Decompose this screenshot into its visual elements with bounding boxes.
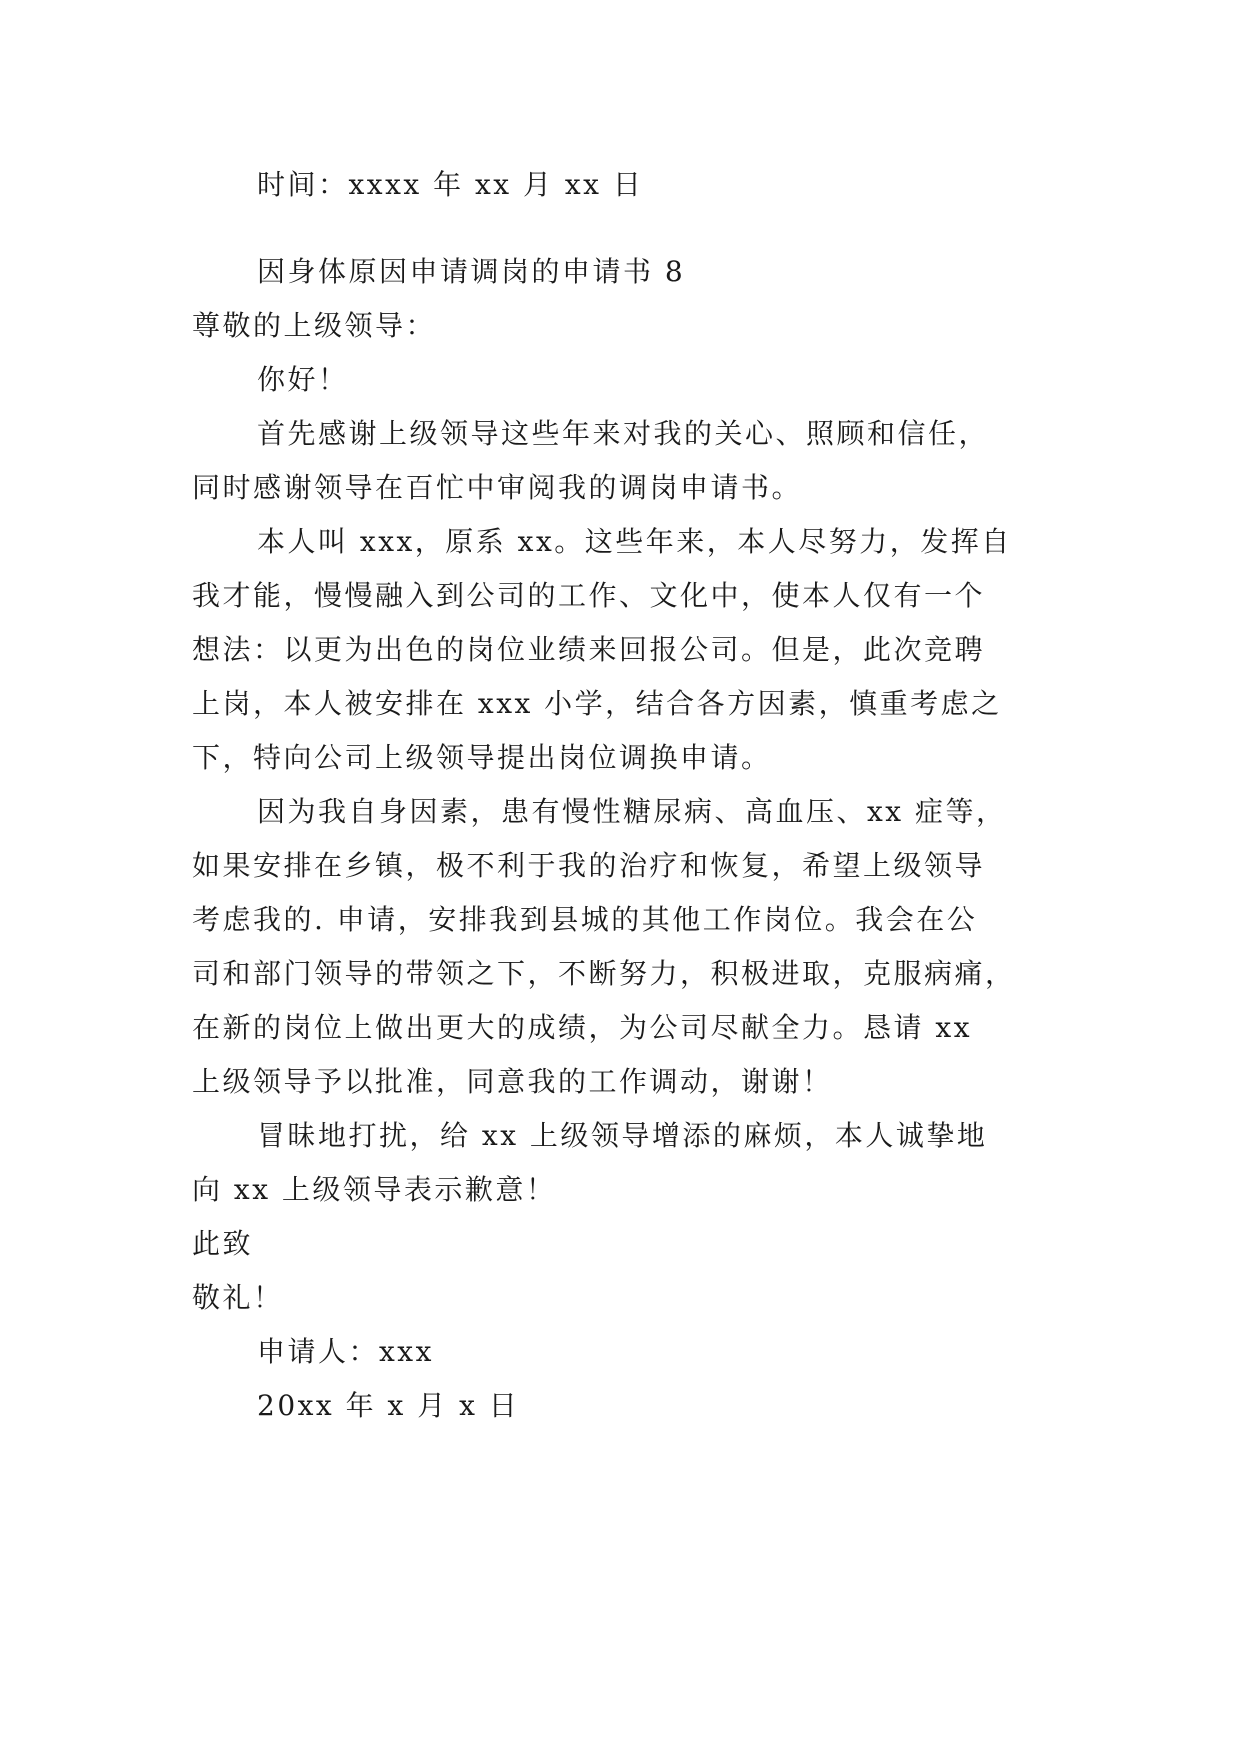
document-title: 因身体原因申请调岗的申请书 8 — [257, 255, 686, 288]
signed-date: 20xx 年 x 月 x 日 — [257, 1389, 520, 1422]
salutation: 尊敬的上级领导： — [192, 309, 437, 342]
body-line: 本人叫 xxx，原系 xx。这些年来，本人尽努力，发挥自 — [257, 525, 1012, 558]
body-line: 下，特向公司上级领导提出岗位调换申请。 — [192, 741, 772, 774]
body-line: 上级领导予以批准，同意我的工作调动，谢谢！ — [192, 1065, 833, 1098]
applicant-line: 申请人：xxx — [257, 1335, 434, 1368]
body-line: 首先感谢上级领导这些年来对我的关心、照顾和信任， — [257, 417, 990, 450]
date-line: 时间：xxxx 年 xx 月 xx 日 — [257, 168, 644, 201]
closing-line-1: 此致 — [192, 1227, 254, 1260]
closing-line-2: 敬礼！ — [192, 1281, 284, 1314]
body-line: 想法：以更为出色的岗位业绩来回报公司。但是，此次竞聘 — [192, 633, 986, 666]
body-line: 我才能，慢慢融入到公司的工作、文化中，使本人仅有一个 — [192, 579, 986, 612]
body-line: 如果安排在乡镇，极不利于我的治疗和恢复，希望上级领导 — [192, 849, 986, 882]
body-line: 因为我自身因素，患有慢性糖尿病、高血压、xx 症等， — [257, 795, 1007, 828]
body-line: 同时感谢领导在百忙中审阅我的调岗申请书。 — [192, 471, 803, 504]
body-line: 上岗，本人被安排在 xxx 小学，结合各方因素，慎重考虑之 — [192, 687, 1002, 720]
greeting: 你好！ — [257, 363, 349, 396]
body-line: 考虑我的. 申请，安排我到县城的其他工作岗位。我会在公 — [192, 903, 978, 936]
body-line: 冒昧地打扰，给 xx 上级领导增添的麻烦，本人诚挚地 — [257, 1119, 988, 1152]
body-line: 向 xx 上级领导表示歉意！ — [192, 1173, 557, 1206]
body-line: 在新的岗位上做出更大的成绩，为公司尽献全力。恳请 xx — [192, 1011, 972, 1044]
body-line: 司和部门领导的带领之下，不断努力，积极进取，克服病痛， — [192, 957, 1016, 990]
